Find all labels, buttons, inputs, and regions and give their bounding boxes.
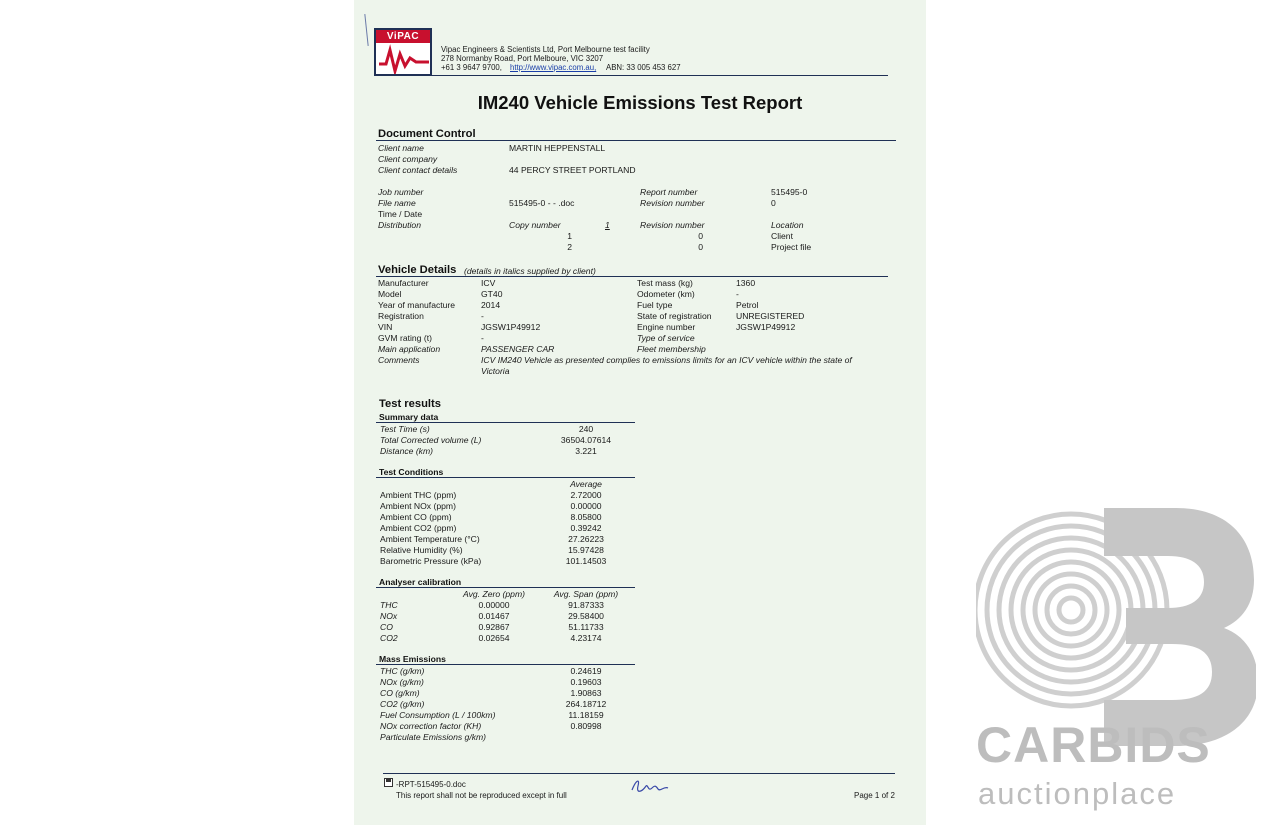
revision-number-value: 0: [771, 198, 776, 208]
doc-control-rule: [376, 140, 896, 141]
vehicle-details-heading: Vehicle Details: [378, 264, 457, 276]
engine-number-label: Engine number: [637, 322, 696, 332]
main-application-label: Main application: [378, 344, 441, 354]
client-company-label: Client company: [378, 154, 438, 164]
odometer-label: Odometer (km): [637, 289, 695, 299]
condition-value: 8.05800: [570, 512, 602, 522]
average-column-header: Average: [570, 479, 602, 489]
vehicle-details-note: (details in italics supplied by client): [464, 266, 596, 276]
test-conditions-heading: Test Conditions: [379, 467, 444, 477]
calibration-zero: 0.92867: [478, 622, 510, 632]
revision-number-label: Revision number: [640, 198, 705, 208]
comments-line-1: ICV IM240 Vehicle as presented complies to emissions limits for an ICV vehicle within the state of: [481, 355, 852, 365]
mass-label: CO2 (g/km): [380, 699, 425, 709]
footer-file-name: -RPT-515495-0.doc: [396, 780, 466, 789]
calibration-zero: 0.01467: [478, 611, 510, 621]
year-label: Year of manufacture: [378, 300, 456, 310]
copy-number-mark: 1: [605, 220, 610, 230]
mass-emissions-heading: Mass Emissions: [379, 654, 446, 664]
footer-notice: This report shall not be reproduced except in full: [396, 791, 567, 800]
summary-value: 240: [578, 424, 594, 434]
condition-label: Ambient CO (ppm): [380, 512, 452, 522]
gvm-label: GVM rating (t): [378, 333, 432, 343]
mass-value: 1.90863: [570, 688, 602, 698]
model-value: GT40: [481, 289, 503, 299]
mass-value: 11.18159: [568, 710, 604, 720]
client-contact-value: 44 PERCY STREET PORTLAND: [509, 165, 636, 175]
calibration-rule: [376, 587, 635, 588]
calibration-gas: CO2: [380, 633, 398, 643]
file-name-label: File name: [378, 198, 416, 208]
mass-value: 0.24619: [570, 666, 602, 676]
calibration-zero: 0.00000: [478, 600, 510, 610]
save-icon: [384, 778, 393, 787]
model-label: Model: [378, 289, 402, 299]
revision-col-label: Revision number: [640, 220, 705, 230]
calibration-span: 51.11733: [568, 622, 604, 632]
report-number-value: 515495-0: [771, 187, 808, 197]
condition-label: Relative Humidity (%): [380, 545, 463, 555]
dist-revision-1: 0: [698, 231, 703, 241]
state-registration-label: State of registration: [637, 311, 712, 321]
test-mass-label: Test mass (kg): [637, 278, 693, 288]
website-link[interactable]: http://www.vipac.com.au,: [510, 63, 597, 72]
registration-value: -: [481, 311, 484, 321]
mass-label: THC (g/km): [380, 666, 425, 676]
company-line: Vipac Engineers & Scientists Ltd, Port Melbourne test facility: [441, 45, 650, 54]
vin-label: VIN: [378, 322, 393, 332]
dist-copy-2: 2: [567, 242, 572, 252]
condition-value: 0.00000: [570, 501, 602, 511]
registration-label: Registration: [378, 311, 424, 321]
footer-rule: [383, 773, 895, 774]
fuel-type-value: Petrol: [736, 300, 759, 310]
watermark-brand: CARBIDS: [976, 717, 1211, 773]
dist-location-1: Client: [771, 231, 793, 241]
condition-value: 101.14503: [565, 556, 607, 566]
calibration-zero: 0.02654: [478, 633, 510, 643]
fuel-type-label: Fuel type: [637, 300, 673, 310]
distribution-label: Distribution: [378, 220, 421, 230]
condition-label: Ambient NOx (ppm): [380, 501, 456, 511]
location-label: Location: [771, 220, 804, 230]
calibration-gas: CO: [380, 622, 393, 632]
calibration-span: 29.58400: [568, 611, 604, 621]
file-name-value: 515495-0 - - .doc: [509, 198, 575, 208]
summary-value: 3.221: [575, 446, 597, 456]
report-page: [354, 0, 926, 825]
mass-label: Particulate Emissions g/km): [380, 732, 487, 742]
mass-label: CO (g/km): [380, 688, 420, 698]
condition-value: 27.26223: [568, 534, 604, 544]
dist-location-2: Project file: [771, 242, 812, 252]
calibration-span: 4.23174: [570, 633, 602, 643]
mass-value: 0.19603: [570, 677, 602, 687]
vehicle-rule: [376, 276, 888, 277]
job-number-label: Job number: [378, 187, 424, 197]
conditions-rule: [376, 477, 635, 478]
type-of-service-label: Type of service: [637, 333, 695, 343]
analyser-calibration-heading: Analyser calibration: [379, 577, 462, 587]
calibration-span: 91.87333: [568, 600, 604, 610]
condition-value: 2.72000: [570, 490, 602, 500]
time-date-label: Time / Date: [378, 209, 423, 219]
copy-number-label: Copy number: [509, 220, 561, 230]
condition-value: 0.39242: [570, 523, 602, 533]
summary-value: 36504.07614: [560, 435, 612, 445]
engine-number-value: JGSW1P49912: [736, 322, 796, 332]
condition-label: Ambient CO2 (ppm): [380, 523, 457, 533]
dist-copy-1: 1: [567, 231, 572, 241]
page-number: Page 1 of 2: [854, 791, 895, 800]
header-rule: [374, 75, 888, 76]
condition-label: Ambient THC (ppm): [380, 490, 457, 500]
mass-label: NOx correction factor (KH): [380, 721, 482, 731]
condition-label: Barometric Pressure (kPa): [380, 556, 482, 566]
summary-rule: [376, 422, 635, 423]
dist-revision-2: 0: [698, 242, 703, 252]
odometer-value: -: [736, 289, 739, 299]
mass-value: 0.80998: [570, 721, 602, 731]
mass-label: NOx (g/km): [380, 677, 424, 687]
document-control-heading: Document Control: [378, 128, 476, 140]
abn-text: ABN: 33 005 453 627: [606, 63, 681, 72]
main-application-value: PASSENGER CAR: [481, 344, 555, 354]
client-contact-label: Client contact details: [378, 165, 458, 175]
test-results-heading: Test results: [379, 398, 441, 410]
client-name-value: MARTIN HEPPENSTALL: [509, 143, 606, 153]
comments-label: Comments: [378, 355, 420, 365]
state-registration-value: UNREGISTERED: [736, 311, 805, 321]
mass-label: Fuel Consumption (L / 100km): [380, 710, 496, 720]
page-title: IM240 Vehicle Emissions Test Report: [477, 92, 803, 113]
calibration-gas: NOx: [380, 611, 398, 621]
manufacturer-label: Manufacturer: [378, 278, 429, 288]
logo-text: ViPAC: [376, 30, 430, 43]
condition-label: Ambient Temperature (°C): [380, 534, 480, 544]
report-number-label: Report number: [640, 187, 698, 197]
client-name-label: Client name: [378, 143, 424, 153]
comments-line-2: Victoria: [481, 366, 510, 376]
logo-wave-icon: [378, 44, 430, 74]
summary-label: Test Time (s): [380, 424, 430, 434]
summary-label: Total Corrected volume (L): [380, 435, 482, 445]
gvm-value: -: [481, 333, 484, 343]
manufacturer-value: ICV: [481, 278, 496, 288]
mass-rule: [376, 664, 635, 665]
calibration-gas: THC: [380, 600, 398, 610]
test-mass-value: 1360: [736, 278, 756, 288]
address-line: 278 Normanby Road, Port Melboure, VIC 3207: [441, 54, 604, 63]
year-value: 2014: [481, 300, 501, 310]
vipac-logo: [374, 28, 432, 76]
vin-value: JGSW1P49912: [481, 322, 541, 332]
zero-column-header: Avg. Zero (ppm): [463, 589, 525, 599]
signature-icon: [628, 776, 672, 798]
watermark-tagline: auctionplace: [978, 776, 1177, 811]
summary-heading: Summary data: [379, 412, 439, 422]
condition-value: 15.97428: [568, 545, 604, 555]
mass-value: 264.18712: [565, 699, 607, 709]
span-column-header: Avg. Span (ppm): [553, 589, 619, 599]
phone-text: +61 3 9647 9700,: [441, 63, 502, 72]
summary-label: Distance (km): [380, 446, 434, 456]
fleet-membership-label: Fleet membership: [637, 344, 706, 354]
